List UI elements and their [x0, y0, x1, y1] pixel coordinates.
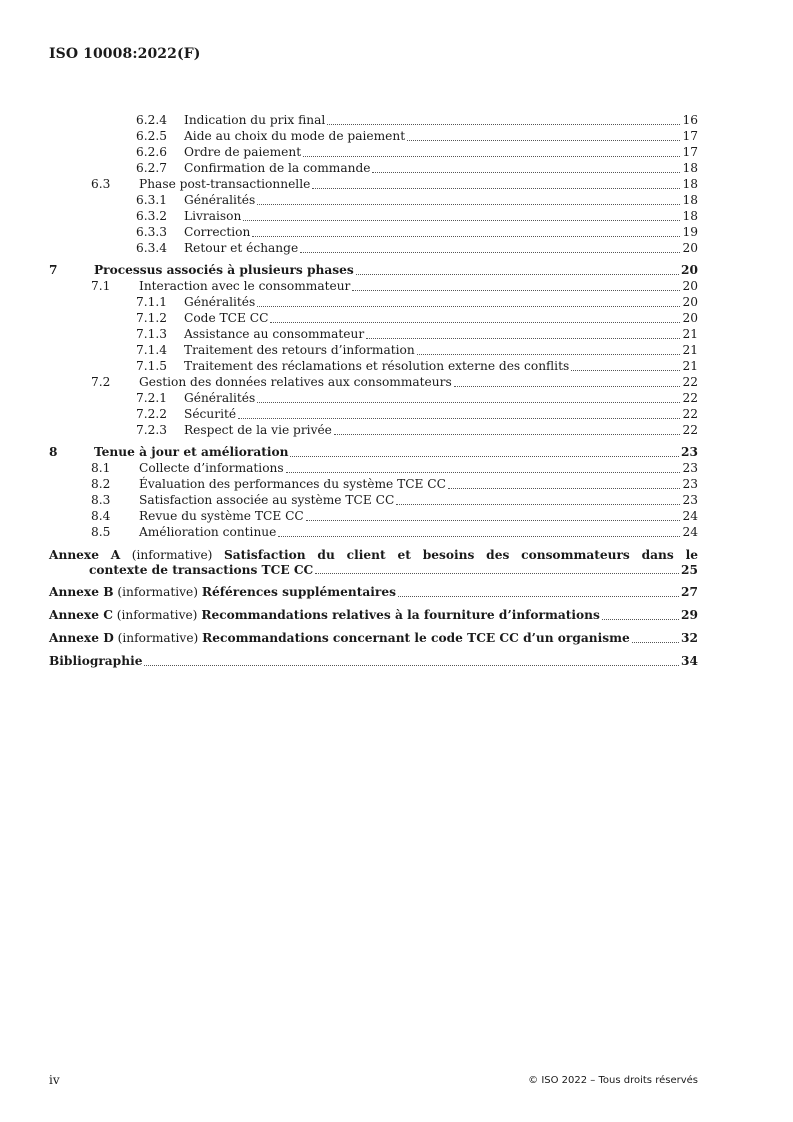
- annex-page: 32: [681, 631, 698, 645]
- toc-entry-title: Processus associés à plusieurs phases: [94, 263, 354, 277]
- toc-entry-page: 22: [682, 391, 698, 405]
- dot-leader: [454, 386, 681, 387]
- toc-entry-number: 7.1.3: [136, 327, 168, 341]
- toc-entry-page: 23: [682, 493, 698, 507]
- toc-entry-number: 7: [49, 263, 58, 277]
- dot-leader: [632, 642, 679, 643]
- toc-entry-number: 6.3.4: [136, 241, 168, 255]
- toc-annex-a[interactable]: [49, 548, 698, 578]
- toc-entry[interactable]: [49, 311, 698, 327]
- toc-entry-page: 16: [682, 113, 698, 127]
- toc-entry[interactable]: [49, 343, 698, 359]
- annex-label: Annexe B: [49, 585, 114, 599]
- toc-entry[interactable]: [49, 493, 698, 509]
- toc-entry-page: 21: [682, 327, 698, 341]
- toc-entry-page: 20: [682, 279, 698, 293]
- toc-entry-page: 21: [682, 343, 698, 357]
- dot-leader: [290, 456, 679, 457]
- toc-entry-number: 8.4: [91, 509, 111, 523]
- toc-entry-number: 8.3: [91, 493, 111, 507]
- dot-leader: [334, 434, 681, 435]
- toc-entry-number: 7.2: [91, 375, 111, 389]
- toc-entry-page: 17: [682, 129, 698, 143]
- annex-qualifier: (informative): [131, 548, 213, 562]
- toc-entry-title: Collecte d’informations: [139, 461, 284, 475]
- toc-entry-title: Gestion des données relatives aux consommateurs: [139, 375, 452, 389]
- dot-leader: [257, 306, 680, 307]
- toc-entry[interactable]: [49, 359, 698, 375]
- toc-entry-page: 23: [682, 477, 698, 491]
- toc-entry-page: 20: [682, 311, 698, 325]
- dot-leader: [407, 140, 680, 141]
- bibliography-title: Bibliographie: [49, 654, 143, 668]
- toc-entry-title: Sécurité: [184, 407, 237, 421]
- toc-entry-page: 23: [681, 445, 698, 459]
- toc-entry-number: 8.2: [91, 477, 111, 491]
- toc-entry-title: Phase post-transactionnelle: [139, 177, 311, 191]
- toc-entry[interactable]: [49, 161, 698, 177]
- toc-entry[interactable]: [49, 477, 698, 493]
- toc-entry-page: 18: [682, 177, 698, 191]
- dot-leader: [372, 172, 680, 173]
- toc-entry-title: Évaluation des performances du système TCE CC: [139, 477, 446, 491]
- toc-entry-page: 22: [682, 407, 698, 421]
- dot-leader: [238, 418, 680, 419]
- toc-entry-number: 7.2.1: [136, 391, 168, 405]
- toc-entry[interactable]: [49, 225, 698, 241]
- toc-entry-page: 20: [682, 295, 698, 309]
- toc-entry-page: 22: [682, 423, 698, 437]
- dot-leader: [257, 402, 680, 403]
- toc-entry-number: 7.1.2: [136, 311, 168, 325]
- toc-entry[interactable]: [49, 445, 698, 461]
- toc-entry-number: 7.2.2: [136, 407, 168, 421]
- toc-entry-title: Assistance au consommateur: [184, 327, 365, 341]
- toc-entry[interactable]: [49, 209, 698, 225]
- toc-entry[interactable]: [49, 263, 698, 279]
- toc-entry-page: 22: [682, 375, 698, 389]
- toc-entry-page: 18: [682, 193, 698, 207]
- toc-entry-page: 18: [682, 161, 698, 175]
- toc-entry-title: Code TCE CC: [184, 311, 269, 325]
- toc-entry[interactable]: [49, 145, 698, 161]
- annex-page: 25: [681, 563, 698, 577]
- dot-leader: [356, 274, 679, 275]
- toc-entry-page: 18: [682, 209, 698, 223]
- annex-label: Annexe A: [49, 548, 121, 562]
- annex-title: Recommandations relatives à la fourniture d’informations: [201, 608, 600, 622]
- annex-qualifier: (informative): [116, 608, 198, 622]
- toc-entry-title: Satisfaction associée au système TCE CC: [139, 493, 395, 507]
- dot-leader: [417, 354, 681, 355]
- copyright-notice: © ISO 2022 – Tous droits réservés: [528, 1075, 698, 1086]
- dot-leader: [327, 124, 680, 125]
- dot-leader: [398, 596, 679, 597]
- toc-entry-title: Généralités: [184, 295, 256, 309]
- annex-title: Recommandations concernant le code TCE CC d’un organisme: [202, 631, 630, 645]
- toc-entry-title: Généralités: [184, 193, 256, 207]
- toc-entry-page: 24: [682, 525, 698, 539]
- toc-entry[interactable]: [49, 423, 698, 439]
- dot-leader: [252, 236, 680, 237]
- toc-entry-number: 6.3.3: [136, 225, 168, 239]
- toc-entry-number: 7.2.3: [136, 423, 168, 437]
- toc-entry-title: Généralités: [184, 391, 256, 405]
- toc-entry[interactable]: [49, 129, 698, 145]
- toc-entry-number: 8.1: [91, 461, 111, 475]
- toc-entry[interactable]: [49, 177, 698, 193]
- dot-leader: [312, 188, 680, 189]
- dot-leader: [300, 252, 680, 253]
- toc-entry-page: 19: [682, 225, 698, 239]
- dot-leader: [270, 322, 680, 323]
- toc-entry-page: 20: [682, 241, 698, 255]
- toc-entry[interactable]: [49, 279, 698, 295]
- toc-entry-number: 6.3: [91, 177, 111, 191]
- annex-label: Annexe D: [49, 631, 114, 645]
- annex-page: 27: [681, 585, 698, 599]
- dot-leader: [448, 488, 681, 489]
- toc-entry-number: 6.3.2: [136, 209, 168, 223]
- page-number: iv: [49, 1073, 60, 1087]
- toc-entry-title: Ordre de paiement: [184, 145, 302, 159]
- toc-entry-page: 17: [682, 145, 698, 159]
- toc-entry-number: 6.2.6: [136, 145, 168, 159]
- annex-label: Annexe C: [49, 608, 113, 622]
- toc-entry-number: 6.2.5: [136, 129, 168, 143]
- toc-entry[interactable]: [49, 113, 698, 129]
- toc-entry-page: 24: [682, 509, 698, 523]
- toc-entry-title: Amélioration continue: [139, 525, 277, 539]
- dot-leader: [602, 619, 679, 620]
- dot-leader: [286, 472, 681, 473]
- toc-entry-number: 7.1.4: [136, 343, 168, 357]
- dot-leader: [278, 536, 680, 537]
- toc-entry-title: Traitement des retours d’information: [184, 343, 415, 357]
- dot-leader: [144, 665, 679, 666]
- toc-entry-number: 8.5: [91, 525, 111, 539]
- annex-qualifier: (informative): [117, 631, 199, 645]
- toc-entry-title: Respect de la vie privée: [184, 423, 332, 437]
- toc-entries: [49, 113, 698, 541]
- toc-entry-title: Correction: [184, 225, 251, 239]
- toc-entry-number: 7.1.1: [136, 295, 168, 309]
- toc-entry-page: 21: [682, 359, 698, 373]
- toc-annex-c[interactable]: [49, 608, 698, 624]
- toc-entry-title: Tenue à jour et amélioration: [94, 445, 289, 459]
- toc-entry[interactable]: [49, 391, 698, 407]
- toc-entry[interactable]: [49, 525, 698, 541]
- toc-entry[interactable]: [49, 461, 698, 477]
- toc-entry-number: 6.2.7: [136, 161, 168, 175]
- toc-entry-title: Traitement des réclamations et résolution externe des conflits: [184, 359, 570, 373]
- annex-page: 29: [681, 608, 698, 622]
- dot-leader: [257, 204, 680, 205]
- toc-entry-title: Revue du système TCE CC: [139, 509, 304, 523]
- toc-entry-number: 6.3.1: [136, 193, 168, 207]
- toc-entry-title: Indication du prix final: [184, 113, 326, 127]
- toc-entry-title: Aide au choix du mode de paiement: [184, 129, 406, 143]
- dot-leader: [303, 156, 680, 157]
- annex-qualifier: (informative): [117, 585, 199, 599]
- toc-entry-number: 7.1: [91, 279, 111, 293]
- dot-leader: [352, 290, 680, 291]
- annex-title: Satisfaction du client et besoins des consommateurs dans le: [223, 548, 699, 562]
- toc-entry-number: 8: [49, 445, 58, 459]
- table-of-contents: [49, 113, 698, 670]
- toc-entry-number: 7.1.5: [136, 359, 168, 373]
- dot-leader: [396, 504, 680, 505]
- dot-leader: [306, 520, 681, 521]
- dot-leader: [571, 370, 680, 371]
- toc-entry[interactable]: [49, 295, 698, 311]
- toc-entry-title: Interaction avec le consommateur: [139, 279, 351, 293]
- toc-annex-b[interactable]: [49, 585, 698, 601]
- toc-entry[interactable]: [49, 193, 698, 209]
- toc-entry-title: Retour et échange: [184, 241, 299, 255]
- toc-entry[interactable]: [49, 509, 698, 525]
- annex-title-continued: contexte de transactions TCE CC: [89, 563, 314, 577]
- document-id: ISO 10008:2022(F): [49, 46, 201, 62]
- toc-entry-number: 6.2.4: [136, 113, 168, 127]
- dot-leader: [243, 220, 680, 221]
- toc-annex-d[interactable]: [49, 631, 698, 647]
- bibliography-page: 34: [681, 654, 698, 668]
- toc-entry-title: Livraison: [184, 209, 242, 223]
- toc-entry-page: 23: [682, 461, 698, 475]
- toc-entry-title: Confirmation de la commande: [184, 161, 371, 175]
- toc-entry-page: 20: [681, 263, 698, 277]
- dot-leader: [315, 573, 679, 574]
- dot-leader: [366, 338, 680, 339]
- toc-entry[interactable]: [49, 375, 698, 391]
- toc-entry[interactable]: [49, 327, 698, 343]
- annex-title: Références supplémentaires: [201, 585, 396, 599]
- toc-entry[interactable]: [49, 407, 698, 423]
- toc-bibliography[interactable]: [49, 654, 698, 670]
- toc-entry[interactable]: [49, 241, 698, 257]
